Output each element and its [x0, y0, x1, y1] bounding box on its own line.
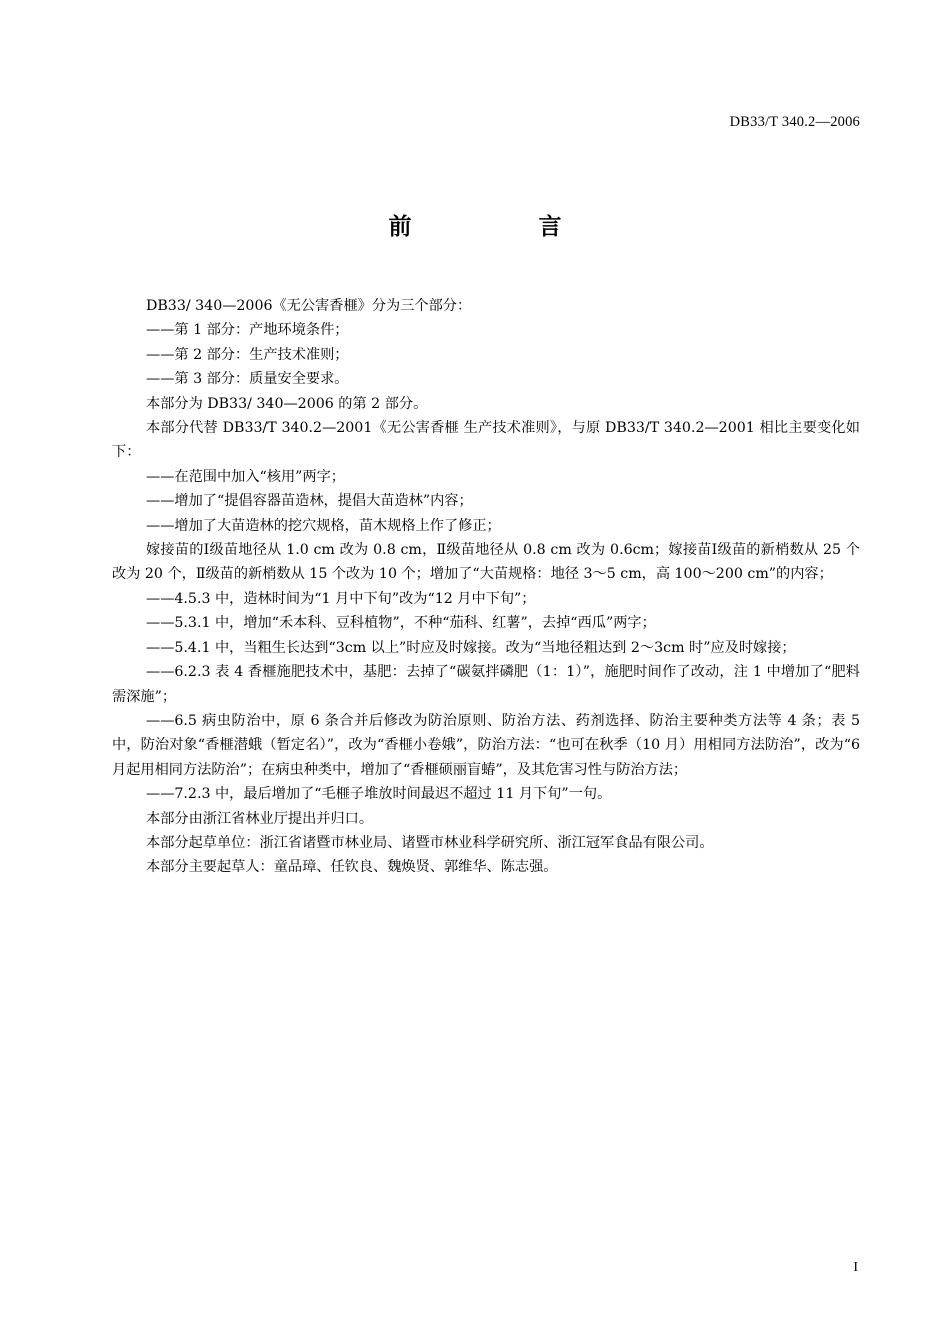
paragraph: 本部分主要起草人：童品璋、任钦良、魏焕贤、郭维华、陈志强。: [146, 859, 558, 876]
paragraph: ——在范围中加入“核用”两字；: [146, 468, 345, 485]
paragraph: ——6.5 病虫防治中，原 6 条合并后修改为防治原则、防治方法、药剂选择、防治主要种类方法等 4 条；表 5 中，防治对象“香榧潜蛾（暂定名）”，改为“香榧小卷娥”，防治方法：“也可在秋季（10 月）用相同方法防治”，改为“6 月起用相同方法防治”；在病虫种类中，增加了“香榧硕丽盲蝽”，及其危害习性与防治方法；: [112, 712, 860, 778]
paragraph: ——增加了大苗造林的挖穴规格，苗木规格上作了修正；: [146, 517, 501, 534]
paragraph: 嫁接苗的Ⅰ级苗地径从 1.0 cm 改为 0.8 cm，Ⅱ级苗地径从 0.8 cm 改为 0.6cm；嫁接苗Ⅰ级苗的新梢数从 25 个改为 20 个，Ⅱ级苗的新梢数从 15 个改为 10 个；增加了“大苗规格：地径 3～5 cm，高 100～200 cm”的内容；: [112, 542, 860, 583]
paragraph: ——第 2 部分：生产技术准则；: [146, 346, 349, 363]
page-number: I: [853, 1260, 858, 1275]
document-body: [112, 294, 860, 880]
paragraph: ——增加了“提倡容器苗造林，提倡大苗造林”内容；: [146, 493, 473, 510]
paragraph: ——第 1 部分：产地环境条件；: [146, 322, 349, 339]
paragraph: 本部分为 DB33/ 340—2006 的第 2 部分。: [146, 395, 428, 412]
document-code: DB33/T 340.2—2006: [729, 114, 860, 130]
page-title: 前 言: [388, 214, 614, 240]
paragraph: ——4.5.3 中，造林时间为“1 月中下旬”改为“12 月中下旬”；: [146, 590, 536, 607]
paragraph: ——5.4.1 中，当粗生长达到“3cm 以上”时应及时嫁接。改为“当地径粗达到 2～3cm 时”应及时嫁接；: [146, 639, 796, 656]
paragraph: 本部分由浙江省林业厅提出并归口。: [146, 810, 374, 827]
paragraph: ——7.2.3 中，最后增加了“毛榧子堆放时间最迟不超过 11 月下旬”一句。: [146, 786, 612, 803]
paragraph: ——6.2.3 表 4 香榧施肥技术中，基肥：去掉了“碳氨拌磷肥（1：1）”，施肥时间作了改动，注 1 中增加了“肥料需深施”；: [112, 664, 860, 705]
paragraph: DB33/ 340—2006《无公害香榧》分为三个部分：: [146, 298, 472, 314]
paragraph: ——第 3 部分：质量安全要求。: [146, 371, 349, 388]
paragraph: ——5.3.1 中，增加“禾本科、豆科植物”，不种“茄科、红薯”，去掉“西瓜”两字；: [146, 615, 656, 632]
paragraph: 本部分起草单位：浙江省诸暨市林业局、诸暨市林业科学研究所、浙江冠军食品有限公司。: [146, 834, 714, 851]
paragraph: 本部分代替 DB33/T 340.2—2001《无公害香榧 生产技术准则》，与原 DB33/T 340.2—2001 相比主要变化如下：: [112, 420, 860, 461]
